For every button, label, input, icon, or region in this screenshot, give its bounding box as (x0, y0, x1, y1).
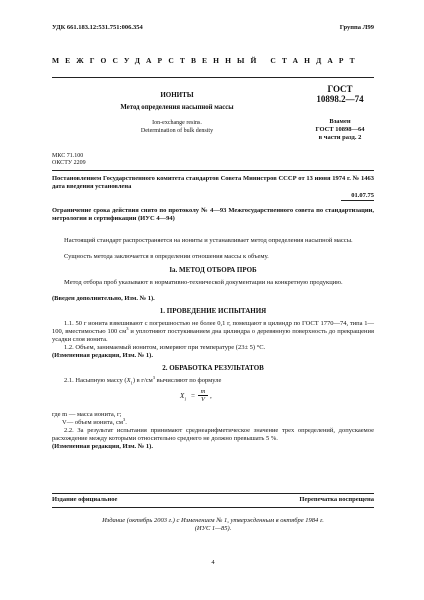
okstu-code: ОКСТУ 2209 (52, 160, 86, 166)
formula-fraction (197, 388, 209, 403)
decree-text: Постановлением Государственного комитета стандартов Совета Министров СССР от 13 июня 1974 г. № 1463 дата введения установлена (52, 175, 374, 190)
page-number: 4 (211, 559, 215, 566)
where-v-definition (52, 416, 374, 427)
paragraph-2-1-sup: 3 (152, 374, 156, 380)
paragraph-2-1-text-a: 2.1. Насыпную массу ( (64, 377, 127, 384)
paragraph-2-1-text-c: вычисляют по формуле (155, 377, 222, 384)
classification-rule (52, 170, 374, 171)
section-2-note: (Измененная редакция, Изм. № 1). (52, 443, 153, 450)
paragraph-1-1 (52, 320, 374, 344)
mks-code: МКС 71.100 (52, 153, 84, 159)
intro-date: 01.07.75 (351, 192, 374, 199)
section-2-heading: 2. ОБРАБОТКА РЕЗУЛЬТАТОВ (162, 364, 264, 372)
replaced-part: в части разд. 2 (318, 134, 362, 141)
standard-title: ИОНИТЫ (160, 91, 194, 99)
where-m-definition: где m — масса ионита, г; (52, 411, 122, 418)
limitation-text: Ограничение срока действия снято по протоколу № 4—93 Межгосударственного совета по стандартизации, метрологии и сертификации (ИУС 4—94) (52, 207, 374, 222)
paragraph-1-2: 1.2. Объем, занимаемый ионитом, измеряют при температуре (23± 5) °С. (64, 344, 266, 351)
section-1a-heading: Iа. МЕТОД ОТБОРА ПРОБ (169, 266, 257, 274)
english-title-line2: Determination of bulk density (140, 128, 214, 134)
replaced-label: Взамен (329, 118, 351, 125)
section-1a-note: (Введен дополнительно, Изм. № 1). (52, 295, 155, 302)
paragraph-1-1-text-a: 1.1. 50 г ионита взвешивают с погрешностью не более 0,1 г, помещают в цилиндр по ГОСТ 1770—74, типа 1—100, вместимостью 100 см (52, 320, 374, 335)
paragraph-2-2: 2.2. За результат испытания принимают среднеарифметическое значение трех определений, допускаемое расхождение между которыми относительно среднего не должно превышать 5 %. (52, 427, 374, 442)
section-1-heading: 1. ПРОВЕДЕНИЕ ИСПЫТАНИЯ (159, 307, 267, 315)
english-title-line1: Ion-exchange resins. (152, 120, 202, 126)
formula-numerator: m (200, 388, 206, 395)
state-standard-banner: МЕЖГОСУДАРСТВЕННЫЙ СТАНДАРТ (52, 56, 361, 65)
reprint-prohibited-label: Перепечатка воспрещена (299, 496, 374, 503)
formula-lhs (180, 392, 187, 400)
footer-rule (52, 493, 374, 494)
group-code: Группа Л99 (339, 24, 374, 31)
gost-label: ГОСТ (327, 84, 353, 94)
edition-info-line1: Издание (октябрь 2003 г.) с Изменением № 1, утвержденным в октябре 1984 г. (102, 517, 324, 524)
formula-equals: = (191, 392, 195, 400)
edition-info-line2: (ИУС 1—85). (194, 525, 232, 532)
formula-denominator: V (201, 396, 205, 403)
header-rule (52, 77, 374, 78)
standard-subtitle: Метод определения насыпной массы (120, 104, 234, 111)
where-v-text-a: V— объем ионита, см (62, 419, 123, 426)
formula-comma: , (210, 392, 212, 400)
official-edition-label: Издание официальное (52, 496, 118, 503)
paragraph-1-1-text-b: и уплотняют постукиванием дна цилиндра о деревянную поверхность до прекращения усадки слоя ионита. (52, 328, 374, 343)
where-v-sup: 3 (122, 416, 126, 422)
section-1a-paragraph: Метод отбора проб указывают в нормативно-технической документации на конкретную продукцию. (64, 279, 343, 286)
paragraph-2-1-text-b: ) в г/см (132, 377, 153, 384)
paragraph-2-1-sub: 1 (130, 380, 133, 386)
where-v-text-b: . (125, 419, 127, 426)
essence-paragraph: Сущность метода заключается в определении отношения массы к объему. (64, 253, 269, 260)
footer-rule-2 (52, 507, 374, 508)
section-1-note: (Измененная редакция, Изм. № 1). (52, 352, 153, 359)
replaced-code: ГОСТ 10898—64 (315, 126, 365, 133)
scope-paragraph: Настоящий стандарт распространяется на иониты и устанавливает метод определения насыпной массы. (64, 237, 353, 244)
paragraph-2-1 (52, 374, 374, 386)
formula-lhs-var: X (180, 392, 185, 400)
formula-lhs-sub: 1 (184, 396, 187, 402)
paragraph-2-1-var: X (126, 377, 131, 384)
gost-number: 10898.2—74 (316, 94, 364, 104)
udk-code: УДК 661.183.12:531.751:006.354 (52, 24, 143, 31)
cubic-superscript: 3 (126, 325, 129, 331)
bulk-density-formula (180, 388, 240, 408)
date-underline (341, 200, 374, 201)
